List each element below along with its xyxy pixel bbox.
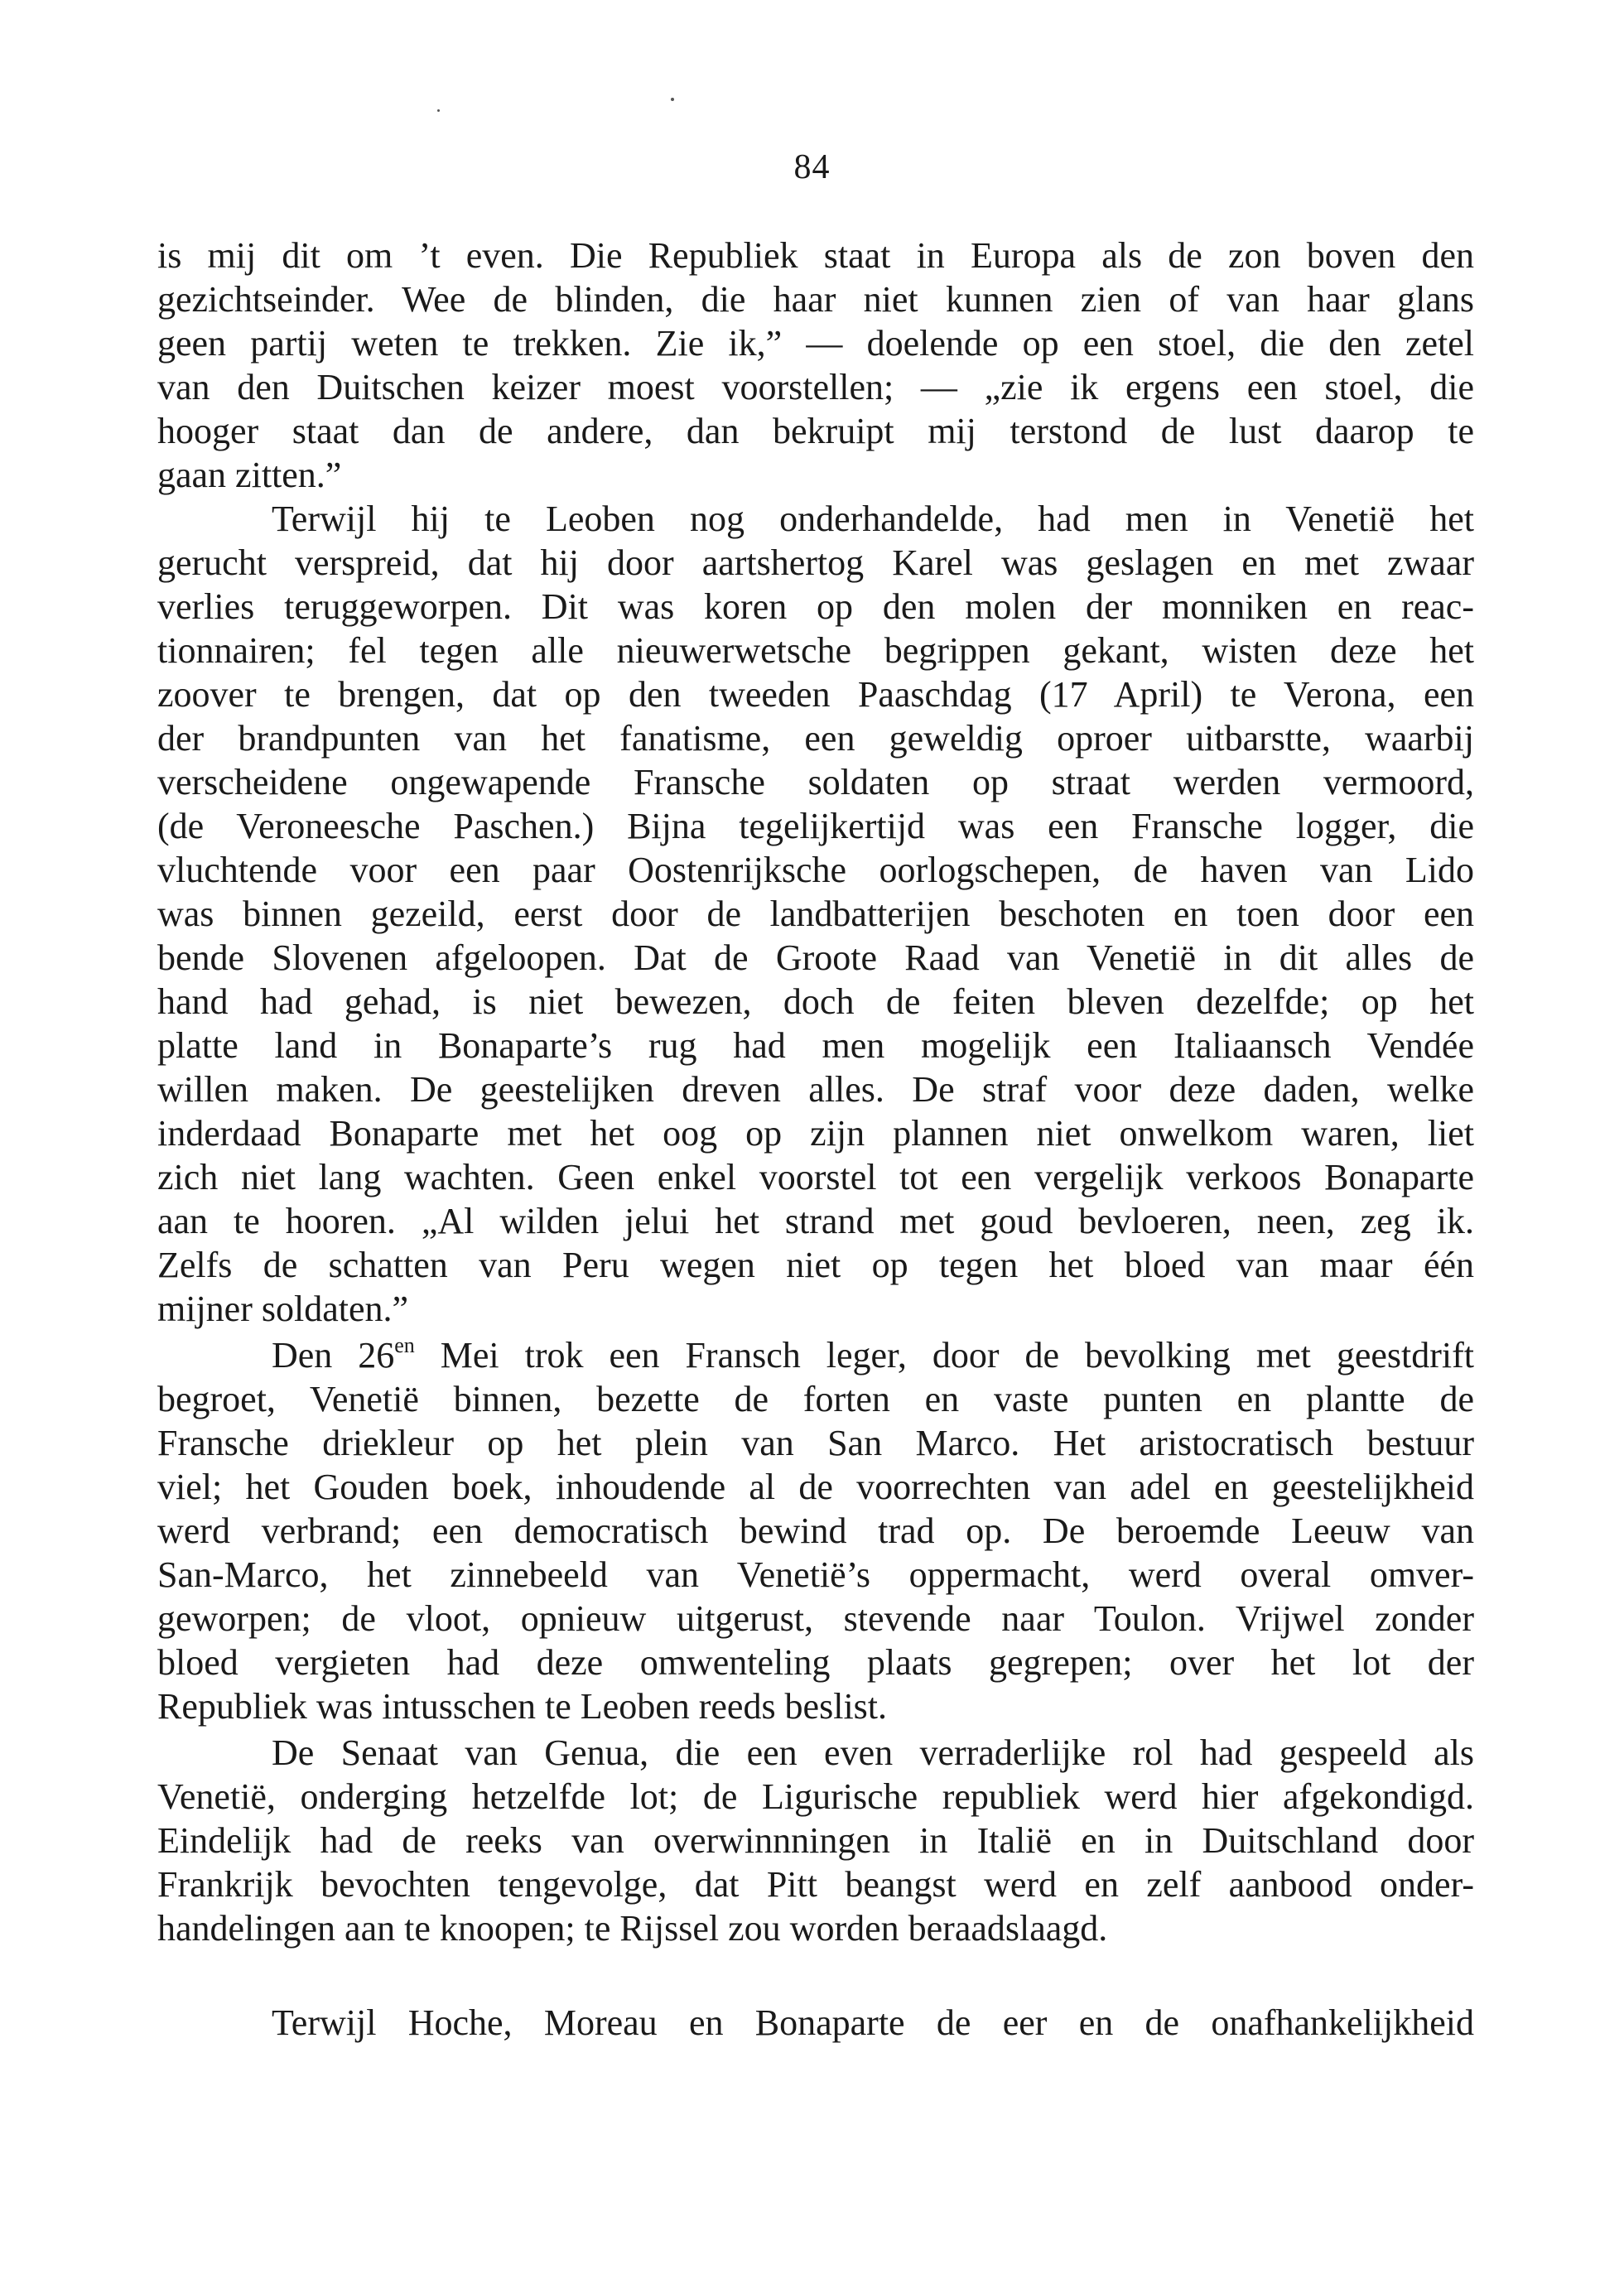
text-line: werd verbrand; een democratisch bewind trad op. De beroemde Leeuw van <box>157 1510 1474 1551</box>
text-line: was binnen gezeild, eerst door de landbatterijen beschoten en toen door een <box>157 894 1474 934</box>
text-line: gezichtseinder. Wee de blinden, die haar niet kunnen zien of van haar glans <box>157 279 1474 320</box>
paragraph-leoben <box>157 497 1474 1331</box>
paragraph-continuation <box>157 234 1474 497</box>
text-line: aan te hooren. „Al wilden jelui het strand met goud bevloeren, neen, zeg ik. <box>157 1201 1474 1241</box>
text-line: San-Marco, het zinnebeeld van Venetië’s oppermacht, werd overal omver- <box>157 1554 1474 1595</box>
text-line-rest: Mei trok een Fransch leger, door de bevolking met geestdrift <box>414 1335 1474 1376</box>
text-line: begroet, Venetië binnen, bezette de forten en vaste punten en plantte de <box>157 1379 1474 1419</box>
text-line <box>157 1333 1474 1377</box>
text-line: is mij dit om ’t even. Die Republiek staat in Europa als de zon boven den <box>157 235 1474 276</box>
text-line: (de Veroneesche Paschen.) Bijna tegelijkertijd was een Fransche logger, die <box>157 806 1474 846</box>
text-line: Fransche driekleur op het plein van San Marco. Het aristocratisch bestuur <box>157 1423 1474 1463</box>
text-line: mijner soldaten.” <box>157 1289 409 1329</box>
scan-speck <box>437 109 440 112</box>
date-prefix: Den 26 <box>272 1335 395 1376</box>
text-line: gerucht verspreid, dat hij door aartshertog Karel was geslagen en met zwaar <box>157 542 1474 583</box>
text-line: der brandpunten van het fanatisme, een geweldig oproer uitbarstte, waarbij <box>157 718 1474 759</box>
page-number: 84 <box>793 148 831 186</box>
text-line: Terwijl hij te Leoben nog onderhandelde, had men in Venetië het <box>272 499 1474 539</box>
paragraph-venetie <box>157 1333 1474 1728</box>
text-line: Eindelijk had de reeks van overwinnningen in Italië en in Duitschland door <box>157 1820 1474 1861</box>
text-line: Frankrijk bevochten tengevolge, dat Pitt beangst werd en zelf aanbood onder- <box>157 1864 1474 1905</box>
text-line: inderdaad Bonaparte met het oog op zijn plannen niet onwelkom waren, liet <box>157 1113 1474 1154</box>
text-line: Terwijl Hoche, Moreau en Bonaparte de eer en de onafhankelijkheid <box>272 2002 1474 2043</box>
scan-speck <box>671 98 674 101</box>
text-line: viel; het Gouden boek, inhoudende al de voorrechten van adel en geestelijkheid <box>157 1467 1474 1507</box>
text-line: Zelfs de schatten van Peru wegen niet op tegen het bloed van maar één <box>157 1245 1474 1285</box>
text-line: gaan zitten.” <box>157 455 342 495</box>
ordinal-suffix: en <box>394 1333 415 1357</box>
text-line: hooger staat dan de andere, dan bekruipt mij terstond de lust daarop te <box>157 411 1474 451</box>
text-line: De Senaat van Genua, die een even verraderlijke rol had gespeeld als <box>272 1732 1474 1773</box>
text-line: handelingen aan te knoopen; te Rijssel zou worden beraadslaagd. <box>157 1908 1108 1949</box>
text-line: vluchtende voor een paar Oostenrijksche oorlogschepen, de haven van Lido <box>157 850 1474 890</box>
text-line: verscheidene ongewapende Fransche soldaten op straat werden vermoord, <box>157 762 1474 802</box>
text-line: zoover te brengen, dat op den tweeden Paaschdag (17 April) te Verona, een <box>157 674 1474 715</box>
text-line: hand had gehad, is niet bewezen, doch de feiten bleven dezelfde; op het <box>157 981 1474 1022</box>
text-line: willen maken. De geestelijken dreven alles. De straf voor deze daden, welke <box>157 1069 1474 1110</box>
text-line: platte land in Bonaparte’s rug had men mogelijk een Italiaansch Vendée <box>157 1025 1474 1066</box>
text-line: Republiek was intusschen te Leoben reeds beslist. <box>157 1686 888 1727</box>
text-line: van den Duitschen keizer moest voorstellen; — „zie ik ergens een stoel, die <box>157 367 1474 407</box>
paragraph-genua <box>157 1731 1474 1950</box>
text-line: bende Slovenen afgeloopen. Dat de Groote Raad van Venetië in dit alles de <box>157 937 1474 978</box>
text-line: zich niet lang wachten. Geen enkel voorstel tot een vergelijk verkoos Bonaparte <box>157 1157 1474 1197</box>
text-line: Venetië, onderging hetzelfde lot; de Ligurische republiek werd hier afgekondigd. <box>157 1776 1474 1817</box>
paragraph-hoche <box>157 2001 1474 2045</box>
text-line: bloed vergieten had deze omwenteling plaats gegrepen; over het lot der <box>157 1642 1474 1683</box>
text-line: verlies teruggeworpen. Dit was koren op den molen der monniken en reac- <box>157 586 1474 627</box>
text-line: geworpen; de vloot, opnieuw uitgerust, stevende naar Toulon. Vrijwel zonder <box>157 1598 1474 1639</box>
text-line: geen partij weten te trekken. Zie ik,” — doelende op een stoel, die den zetel <box>157 323 1474 364</box>
text-line: tionnairen; fel tegen alle nieuwerwetsche begrippen gekant, wisten deze het <box>157 630 1474 671</box>
